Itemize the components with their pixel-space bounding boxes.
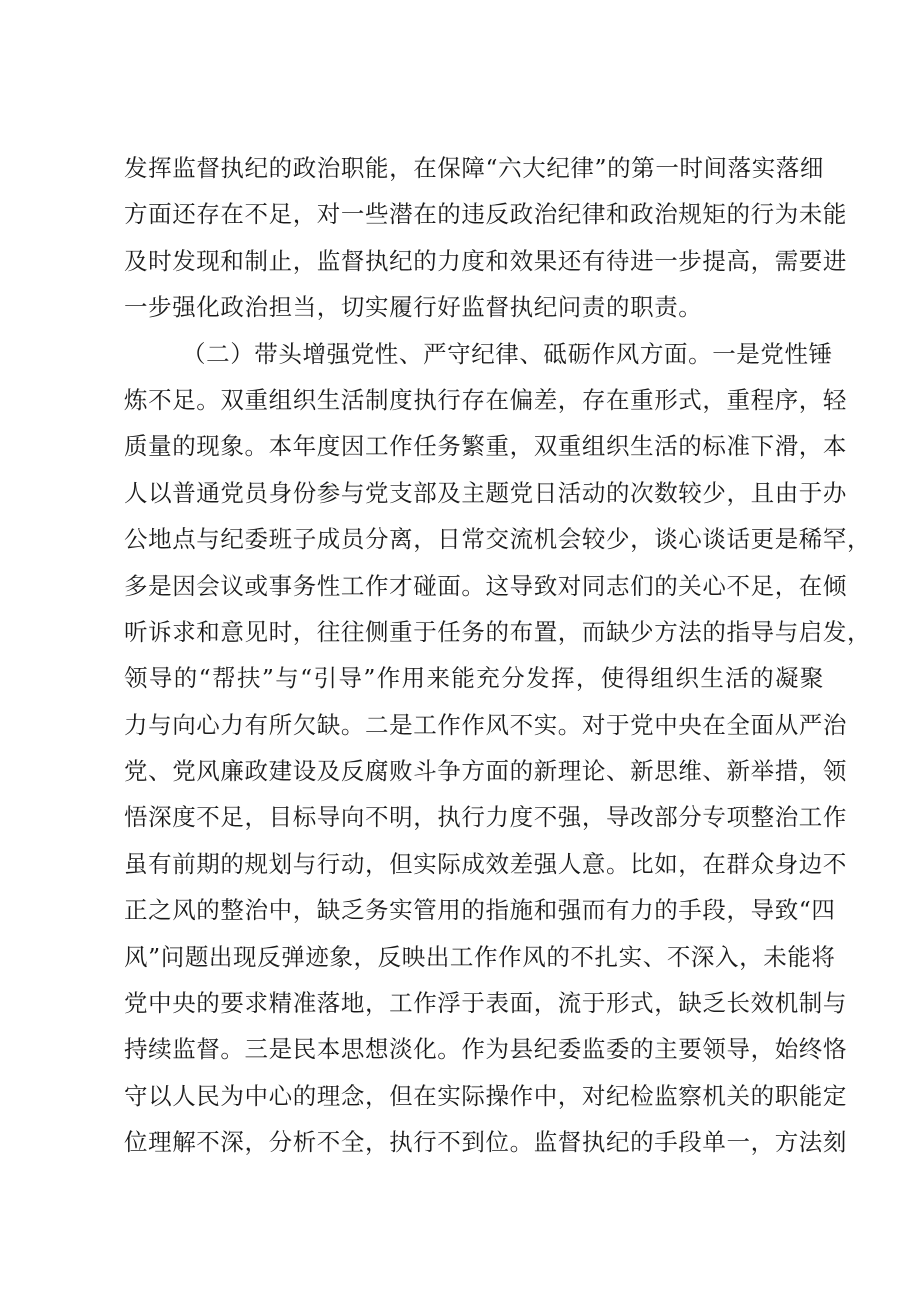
document-body	[124, 145, 872, 1166]
text-line: 位理解不深，分析不全，执行不到位。监督执纪的手段单一，方法刻	[124, 1128, 847, 1157]
text-line: 质量的现象。本年度因工作任务繁重，双重组织生活的标准下滑，本	[124, 432, 847, 461]
text-line: 力与向心力有所欠缺。二是工作作风不实。对于党中央在全面从严治	[124, 710, 847, 739]
text-line: 虽有前期的规划与行动，但实际成效差强人意。比如，在群众身边不	[124, 849, 847, 878]
text-line: 正之风的整治中，缺乏务实管用的指施和强而有力的手段，导致“四	[124, 896, 836, 925]
text-line: 发挥监督执纪的政治职能，在保障“六大纪律”的第一时间落实落细	[124, 154, 825, 182]
text-line: 人以普通党员身份参与党支部及主题党日活动的次数较少，且由于办	[124, 478, 847, 507]
text-line: 持续监督。三是民本思想淡化。作为县纪委监委的主要领导，始终恪	[124, 1035, 847, 1064]
text-line: 炼不足。双重组织生活制度执行存在偏差，存在重形式，重程序，轻	[124, 385, 847, 414]
text-line: 一步强化政治担当，切实履行好监督执纪问责的职责。	[124, 293, 703, 322]
text-line: 多是因会议或事务性工作才碰面。这导致对同志们的关心不足，在倾	[124, 571, 847, 600]
text-line: 风”问题出现反弹迹象，反映出工作作风的不扎实、不深入，未能将	[124, 942, 836, 971]
text-line: 党、党风廉政建设及反腐败斗争方面的新理论、新思维、新举措，领	[124, 757, 847, 786]
text-line: 及时发现和制止，监督执纪的力度和效果还有待进一步提高，需要进	[124, 246, 847, 275]
text-line: 公地点与纪委班子成员分离，日常交流机会较少，谈心谈话更是稀罕，	[124, 525, 872, 554]
text-line: 方面还存在不足，对一些潜在的违反政治纪律和政治规矩的行为未能	[124, 200, 847, 229]
text-line: 听诉求和意见时，往往侧重于任务的布置，而缺少方法的指导与启发，	[124, 617, 872, 646]
text-line: 悟深度不足，目标导向不明，执行力度不强，导改部分专项整治工作	[124, 803, 847, 832]
text-line: 守以人民为中心的理念，但在实际操作中，对纪检监察机关的职能定	[124, 1081, 847, 1110]
text-line: 领导的“帮扶”与“引导”作用来能充分发挥，使得组织生活的凝聚	[124, 664, 824, 693]
text-line: 党中央的要求精准落地，工作浮于表面，流于形式，缺乏长效机制与	[124, 989, 847, 1018]
section-heading-line: （二）带头增强党性、严守纪律、砥砺作风方面。一是党性锤	[182, 339, 833, 368]
